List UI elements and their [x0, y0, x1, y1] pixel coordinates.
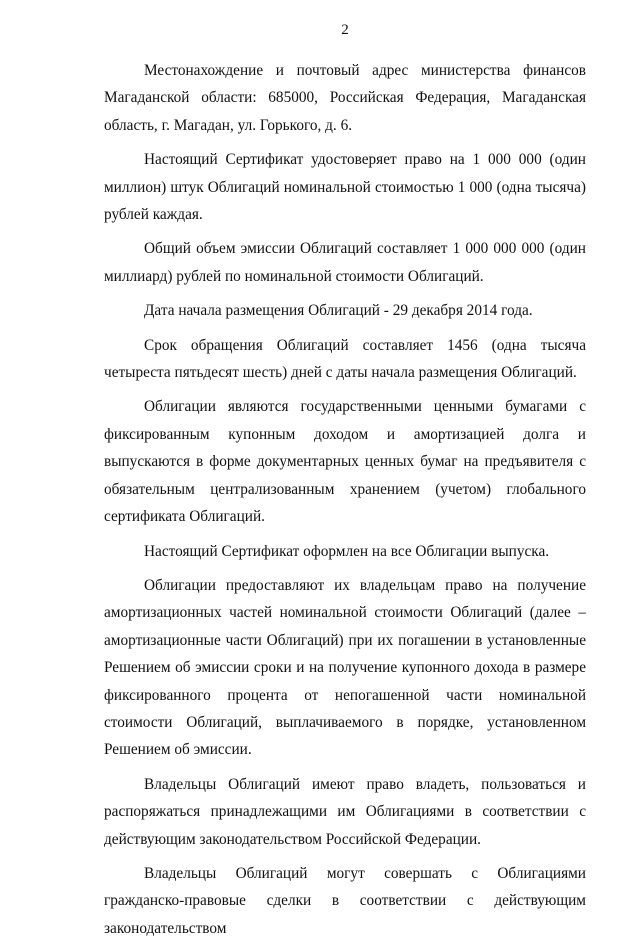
paragraph-placement-date: Дата начала размещения Облигаций - 29 декабря 2014 года. — [144, 302, 533, 320]
paragraph-circulation-period: Срок обращения Облигаций составляет 1456 (одна тысяча четыреста пятьдесят шесть) дней с даты начала размещения Облигаций. — [104, 336, 586, 382]
paragraph-address: Местонахождение и почтовый адрес министерства финансов Магаданской области: 685000, Российская Федерация, Магаданская область, г. Магадан, ул. Горького, д. 6. — [104, 62, 586, 134]
paragraph-transactions: Владельцы Облигаций могут совершать с Облигациями гражданско-правовые сделки в соответствии с действующим законодательством — [104, 864, 586, 937]
paragraph-ownership-rights: Владельцы Облигаций имеют право владеть, пользоваться и распоряжаться принадлежащими им Облигациями в соответствии с действующим законодательством Российской Федерации. — [104, 775, 586, 848]
paragraph-certificate-scope: Настоящий Сертификат оформлен на все Облигации выпуска. — [144, 542, 550, 560]
page-number: 2 — [341, 22, 349, 38]
document-body — [104, 57, 586, 942]
paragraph-certificate-quantity: Настоящий Сертификат удостоверяет право на 1 000 000 (один миллион) штук Облигаций номинальной стоимостью 1 000 (одна тысяча) рублей каждая. — [104, 151, 586, 224]
paragraph-issue-volume: Общий объем эмиссии Облигаций составляет 1 000 000 000 (один миллиард) рублей по номинальной стоимости Облигаций. — [104, 240, 586, 285]
paragraph-bond-type: Облигации являются государственными ценными бумагами с фиксированным купонным доходом и амортизацией долга и выпускаются в форме документарных ценных бумаг на предъявителя с обязательным централизованным хранением (учетом) глобального сертификата Облигаций. — [104, 398, 586, 526]
paragraph-holder-rights: Облигации предоставляют их владельцам право на получение амортизационных частей номинальной стоимости Облигаций (далее – амортизационные части Облигаций) при их погашении в установленные Решением об эмиссии сроки и на получение купонного дохода в размере фиксированного процента от непогашенной части номинальной стоимости Облигаций, выплачиваемого в порядке, установленном Решением об эмиссии. — [104, 576, 586, 759]
